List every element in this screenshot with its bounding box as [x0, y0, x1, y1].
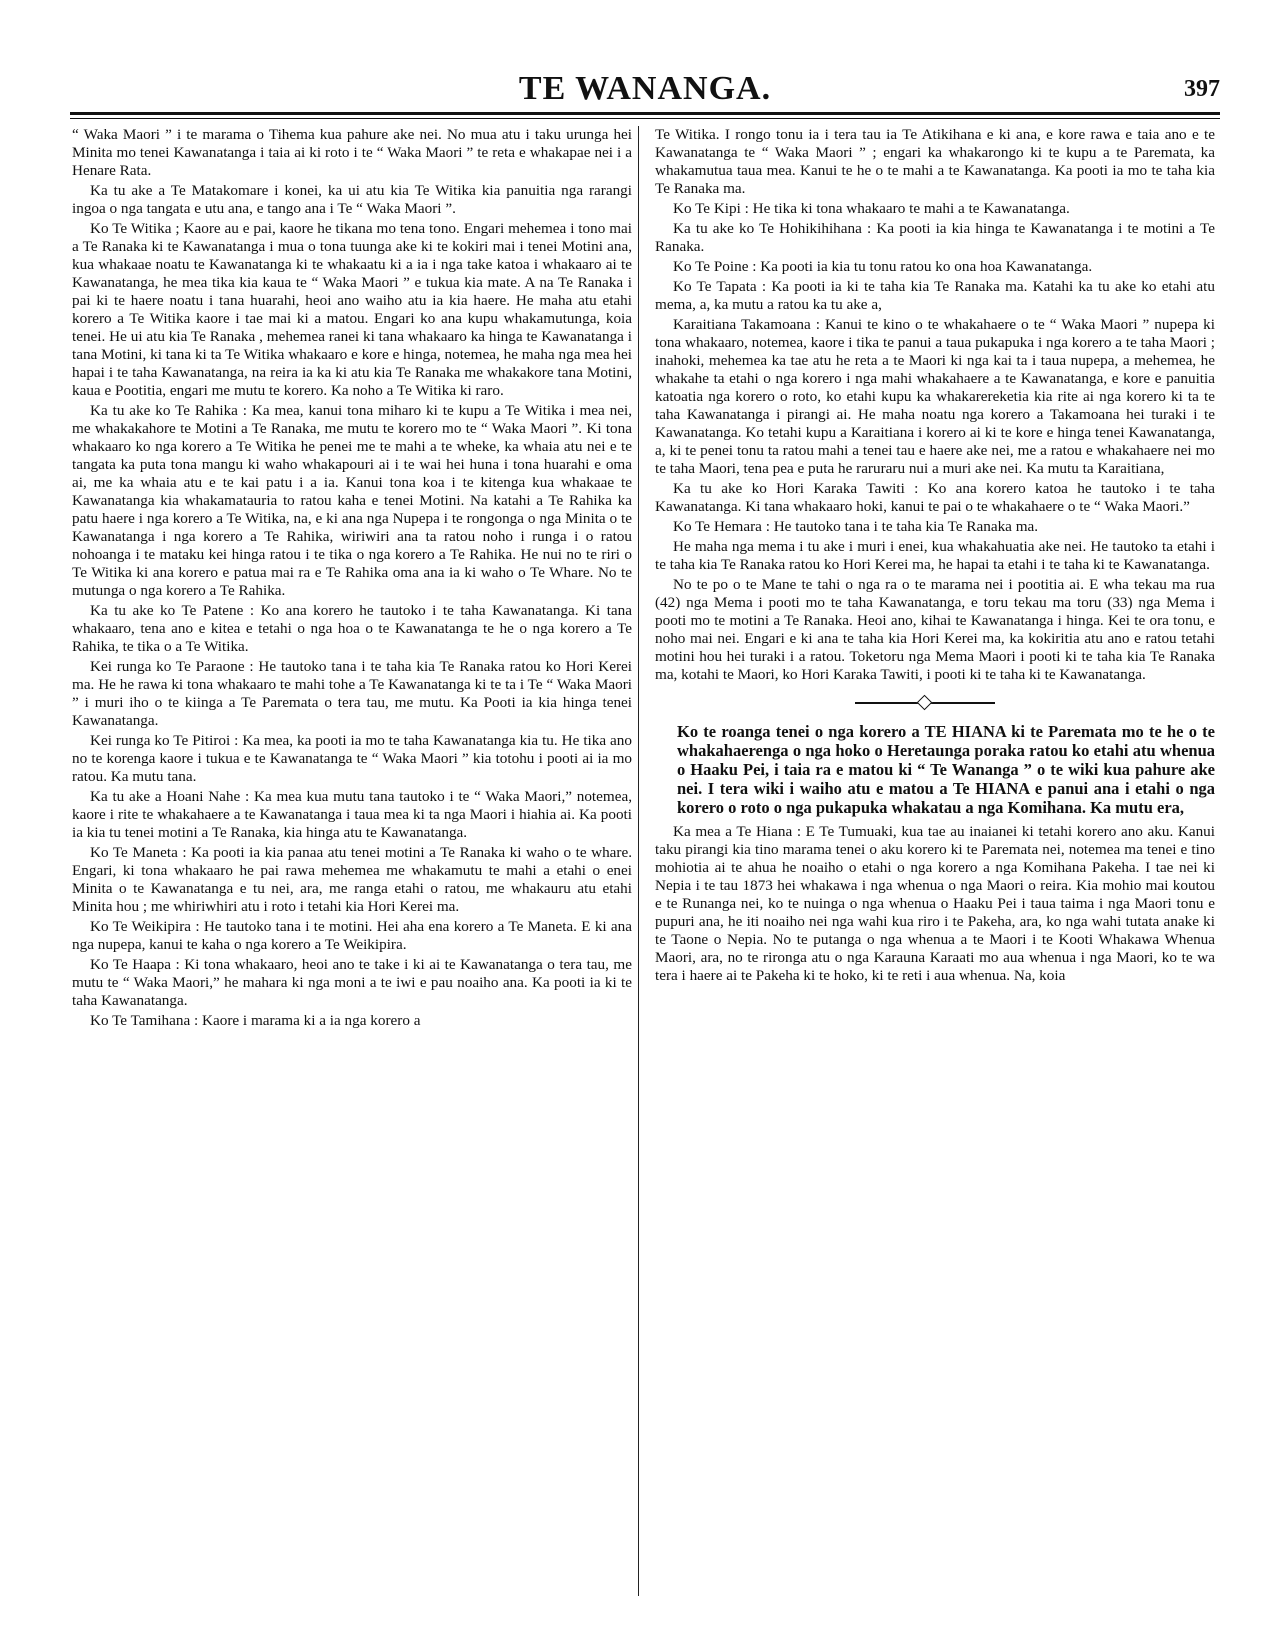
- paragraph: Ka tu ake ko Te Hohikihihana : Ka pooti ia kia hinga te Kawanatanga i te motini a Te Ranaka.: [655, 220, 1215, 255]
- section-heading: Ko te roanga tenei o nga korero a TE HIANA ki te Paremata mo te he o te whakahaerenga o nga hoko o Heretaunga poraka ratou ko etahi atu whenua o Haaku Pei, i taia ra e matou ki “ Te Wananga ” o te wiki kua pahure ake nei. I tera wiki i waiho atu e matou a Te HIANA e panui ana i etahi o nga korero o roto o nga pukapuka whakatau a nga Komihana. Ka mutu era,: [677, 722, 1215, 817]
- paragraph: “ Waka Maori ” i te marama o Tihema kua pahure ake nei. No mua atu i taku urunga hei Minita mo tenei Kawanatanga i taia ai ki roto i te “ Waka Maori ” te reta e whakapae nei i a Henare Rata.: [72, 126, 632, 179]
- newspaper-title: TE WANANGA.: [518, 70, 772, 107]
- paragraph: Ko Te Tamihana : Kaore i marama ki a ia nga korero a: [90, 1012, 421, 1029]
- paragraph: Kei runga ko Te Paraone : He tautoko tana i te taha kia Te Ranaka ratou ko Hori Kerei ma. He he rawa ki tona whakaaro te mahi tohe a Te Kawanatanga ki te ta i Te “ Waka Maori ” i muri iho o te kiinga a Te Paremata o tera tau, me mutu. Ka Pooti ia kia hinga tenei Kawanatanga.: [72, 658, 632, 729]
- paragraph: Ko Te Tapata : Ka pooti ia ki te taha kia Te Ranaka ma. Katahi ka tu ake ko etahi atu mema, a, ka mutu a ratou ka tu ake a,: [655, 278, 1215, 313]
- paragraph: Ko Te Haapa : Ki tona whakaaro, heoi ano te take i ki ai te Kawanatanga o tera tau, me mutu te “ Waka Maori,” he mahara ki nga moni a te iwi e pau noaiho ana. Ka pooti ia ki te taha Kawanatanga.: [72, 956, 632, 1009]
- page-number: 397: [1184, 76, 1220, 102]
- ornament-diamond-icon: [917, 695, 933, 711]
- paragraph: Ko Te Witika ; Kaore au e pai, kaore he tikana mo tena tono. Engari mehemea i tono mai a Te Ranaka ki te Kawanatanga i mua o tona tuunga ake ki te kokiri mai i tenei Motini ana, kua whakaae noatu te Kawanatanga ki te whakaatu ki a ia i nga take katoa i whakaaro ai te Kawanatanga, he mea tika kia kaua te “ Waka Maori ” e tukua kia mate. A na Te Ranaka i pai ki te haere noatu i tana huarahi, heoi ano waiho atu ia kia haere. He maha atu etahi korero a Te Witika kaore i tae mai ki a matou. Engari ko ana kupu whakamutunga, koia tenei. He ui atu kia Te Ranaka , mehemea ranei ki tana whakaaro ka hinga te Kawanatanga i tana Motini, ki tana ki ta Te Witika whakaaro e kore e hinga, notemea, he maha nga mea hei hapai i te taha Kawanatanga, na reira ia ka ki atu kia Te Ranaka me whakakore tana Motini, kaua e Pootitia, engari me mutu te korero. Ka noho a Te Witika ki raro.: [72, 220, 632, 399]
- paragraph: Ko Te Poine : Ka pooti ia kia tu tonu ratou ko ona hoa Kawanatanga.: [673, 258, 1093, 275]
- section-ornament: [655, 690, 1215, 716]
- paragraph: Ka tu ake a Te Matakomare i konei, ka ui atu kia Te Witika kia panuitia nga rarangi ingoa o nga tangata e utu ana, e tango ana i Te “ Waka Maori ”.: [72, 182, 632, 217]
- paragraph: Karaitiana Takamoana : Kanui te kino o te whakahaere o te “ Waka Maori ” nupepa ki tona whakaaro, notemea, kaore i tika te panui a taua pukapuka i nga korero a te taha Maori ; inahoki, mehemea ka tae atu he reta a te Maori ki nga kai ta i taua nupepa, a mehemea, he whakahe ta etahi o nga korero i nga mahi whakahaere a te Kawanatanga, e kore e panuitia katoatia nga korero o roto, ko etahi kupu ka whakarereketia kia rite ai nga korero ki ta te taha Kawanatanga i pirangi ai. He maha noatu nga korero a Takamoana hei turaki i te Kawanatanga. Ko tetahi kupu a Karaitiana i korero ai ki te kore e hinga tenei Kawanatanga, a, ki te penei tonu ta ratou mahi a tenei tau e haere ake nei, me a ratou e whakahaere nei mo te taha Maori, tena pea e puta he raruraru nui a muri ake nei. Ka mutu ta Karaitiana,: [655, 316, 1215, 477]
- left-column: [72, 126, 632, 1032]
- paragraph: No te po o te Mane te tahi o nga ra o te marama nei i pootitia ai. E wha tekau ma rua (42) nga Mema i pooti mo te taha Kawanatanga, e toru tekau ma toru (33) nga Mema i pooti mo te motini a Te Ranaka. Heoi ano, kihai te Kawanatanga i hinga. Kei te ora tonu, e noho mai nei. Engari e ki ana te taha kia Hori Kerei ma, ka kokiritia atu ano e ratou tetahi motini hou hei turaki i a ratou. Toketoru nga Mema Maori i pooti ki te taha kia Te Ranaka ma, kotahi te Maori, ko Hori Karaka Tawiti, i pooti ki te taha ki te Kawanatanga.: [655, 576, 1215, 683]
- column-divider: [638, 126, 639, 1596]
- paragraph: Ka tu ake ko Te Patene : Ko ana korero he tautoko i te taha Kawanatanga. Ki tana whakaaro, tena ano e kitea e tetahi o nga hoa o te Kawanatanga te he o nga korero a Te Rahika, te tika o a Te Witika.: [72, 602, 632, 655]
- header-rule-thin: [70, 118, 1220, 119]
- paragraph: Ka mea a Te Hiana : E Te Tumuaki, kua tae au inaianei ki tetahi korero ano aku. Kanui taku pirangi kia tino marama tenei o aku korero ki te Paremata nei, notemea ma tenei e tino mohiotia ai te ahua he noaiho o etahi o nga korero a nga Komihana Pakeha. I tae nei ki Nepia i te tau 1873 hei whakawa i nga whenua o nga Maori o reira. Kia mohio mai koutou e te Runanga nei, ko te nuinga o nga whenua o Haaku Pei i taua taima i nga Maori tonu e pupuri ana, he iti noaiho nei nga wahi kua riro i te Pakeha, ara, ko nga wahi tutata anake ki te Taone o Nepia. No te putanga o nga whenua a te Maori i te Kooti Whakawa Whenua Maori, ara, no te rironga atu o nga Karauna Karaati mo aua whenua i nga Maori, ko te wa tera i haere ai te Pakeha ki te hoko, ki te reti i aua whenua. Na, koia: [655, 823, 1215, 984]
- paragraph: Ka tu ake ko Te Rahika : Ka mea, kanui tona miharo ki te kupu a Te Witika i mea nei, me whakakahore te Motini a Te Ranaka, me mutu te korero mo te “ Waka Maori ”. Ki tona whakaaro ko nga korero a Te Witika he penei me te mahi a te wheke, ka whaia atu nei e te tangata ka puta tona mangu ki waho whakapouri ai i te wai hei huna i tona huarahi e oma ai, me ka whaia atu e te kai patu i a ia. Kanui tona koa i te kitenga kua whakaae te Kawanatanga kia whakamatauria to ratou kaha e tenei Motini. Na katahi a Te Rahika ka patu haere i nga korero a Te Witika, na, e ki ana nga Nupepa i te rongonga o nga Minita o te Kawanatanga i nga korero a Te Rahika, wiriwiri ana ta ratou noho i runga i o ratou nohoanga i te mataku kei hinga ratou i te tika o nga korero a Te Rahika. He nui no te riri o Te Witika ki ana korero e patua mai ra e Te Rahika oma ana ia ki waho o Te Whare. No te mutunga o nga korero a Te Rahika.: [72, 402, 632, 599]
- right-column: [655, 126, 1215, 987]
- header-rule-thick: [70, 112, 1220, 115]
- paragraph: Ko Te Maneta : Ka pooti ia kia panaa atu tenei motini a Te Ranaka ki waho o te whare. Engari, ki tona whakaaro he pai rawa mehemea me whakamutu te mahi a etahi o enei Minita o te Kawanatanga e tu nei, ara, me ranga etahi o ratou, me whakauru atu etahi Minita hou ; me whiriwhiri atu i roto i tetahi kia Hori Kerei ma.: [72, 844, 632, 915]
- paragraph: Ko Te Weikipira : He tautoko tana i te motini. Hei aha ena korero a Te Maneta. E ki ana nga nupepa, kanui te kaha o nga korero a Te Weikipira.: [72, 918, 632, 953]
- paragraph: Kei runga ko Te Pitiroi : Ka mea, ka pooti ia mo te taha Kawanatanga kia tu. He tika ano no te korenga kaore i tukua e te Kawanatanga te “ Waka Maori ” kia totohu i pooti ai ia mo ratou. Ka mutu tana.: [72, 732, 632, 785]
- paragraph: He maha nga mema i tu ake i muri i enei, kua whakahuatia ake nei. He tautoko ta etahi i te taha kia Te Ranaka ratou ko Hori Kerei ma, he hapai ta etahi i te taha ki te Kawanatanga.: [655, 538, 1215, 573]
- paragraph: Ka tu ake ko Hori Karaka Tawiti : Ko ana korero katoa he tautoko i te taha Kawanatanga. Ki tana whakaaro hoki, kanui te pai o te whakahaere o te “ Waka Maori.”: [655, 480, 1215, 515]
- paragraph: Ko Te Kipi : He tika ki tona whakaaro te mahi a te Kawanatanga.: [673, 200, 1070, 217]
- paragraph: Ka tu ake a Hoani Nahe : Ka mea kua mutu tana tautoko i te “ Waka Maori,” notemea, kaore i rite te whakahaere a te Kawanatanga i taua mea ki ta nga Maori i hiahia ai. Ka pooti ia kia tu tenei motini a Te Ranaka, kia hinga atu te Kawanatanga.: [72, 788, 632, 841]
- paragraph: Ko Te Hemara : He tautoko tana i te taha kia Te Ranaka ma.: [673, 518, 1039, 535]
- masthead: [70, 70, 1220, 110]
- paragraph: Te Witika. I rongo tonu ia i tera tau ia Te Atikihana e ki ana, e kore rawa e taia ano e te Kawanatanga te “ Waka Maori ” ; engari ka whakarongo ki te kupu a te Paremata, ka whakamutua taua mea. Kanui te he o te mahi a te Kawanatanga. Ka pooti ia mo te taha kia Te Ranaka ma.: [655, 126, 1215, 197]
